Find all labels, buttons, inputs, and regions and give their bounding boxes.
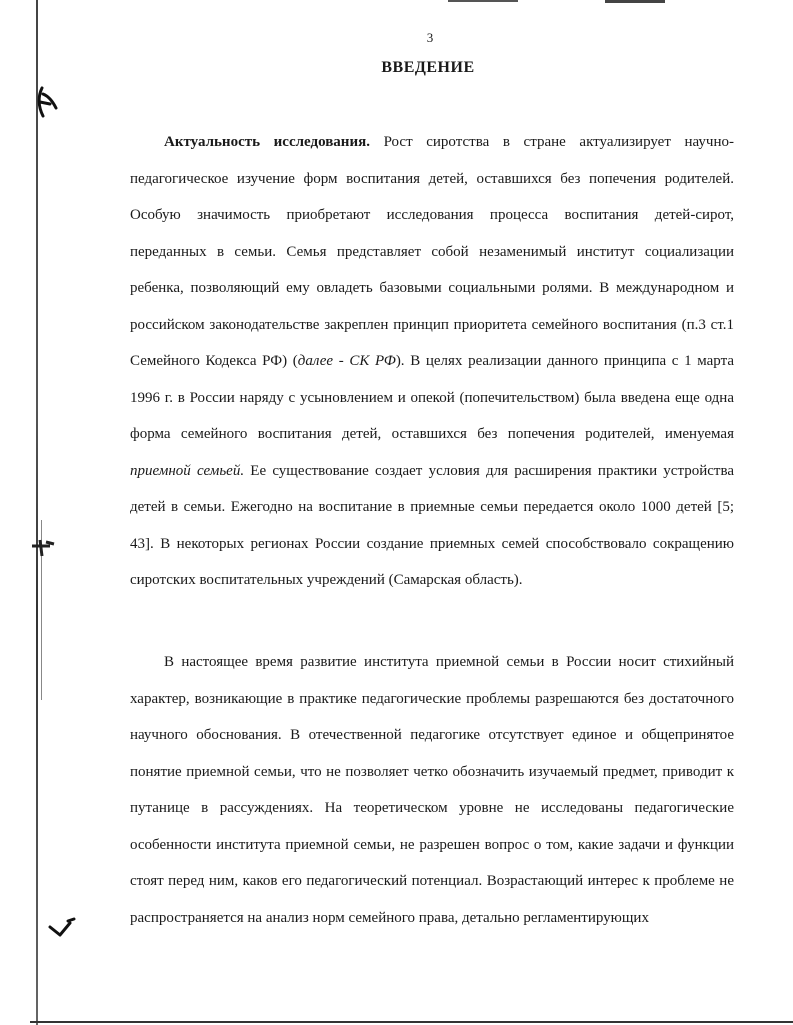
paragraph-current-state [130, 644, 734, 936]
page-number: 3 [426, 30, 434, 45]
binding-hole-mark-icon [34, 82, 64, 132]
paragraph2-text: В настоящее время развитие института приемной семьи в России носит стихийный характер, возникающие в практике педагогические проблемы разрешаются без достаточного научного обоснования. В отечественной педагогике отсутствует единое и общепринятое понятие приемной семьи, что не позволяет четко обозначить изучаемый предмет, приводит к путанице в рассуждениях. На теоретическом уровне не исследованы педагогические особенности института приемной семьи, не разрешен вопрос о том, какие задачи и функции стоят перед ним, каков его педагогический потенциал. Возрастающий интерес к проблеме не распространяется на анализ норм семейного права, детально регламентирующих [130, 654, 734, 926]
scan-margin-line [36, 0, 38, 1025]
paragraph1-italic-abbrev: далее - СК РФ [297, 353, 396, 369]
scan-artifact-mark-icon [30, 532, 64, 562]
scan-artifact-checkmark-icon [48, 915, 78, 939]
relevance-lead: Актуальность исследования. [164, 134, 370, 150]
paragraph1-text-a: Рост сиротства в стране актуализирует научно-педагогическое изучение форм воспитания детей, оставшихся без попечения родителей. Особую значимость приобретают исследования процесса воспитания детей-сирот, переданных в семьи. Семья представляет собой незаменимый институт социализации ребенка, позволяющий ему овладеть базовыми социальными ролями. В международном и российском законодательстве закреплен принцип приоритета семейного воспитания (п.3 ст.1 Семейного Кодекса РФ) ( [130, 134, 735, 369]
paragraph1-text-c: Ее существование создает условия для расширения практики устройства детей в семьи. Ежегодно на воспитание в приемные семьи передается около 1000 детей [5; 43]. В некоторых регионах России создание приемных семей способствовало сокращению сиротских воспитательных учреждений (Самарская область). [130, 462, 734, 588]
paragraph1-text-b: ). В целях реализации данного принципа с 1 марта 1996 г. в России наряду с усыновлением и опекой (попечительством) была введена еще одна форма семейного воспитания детей, оставшихся без попечения родителей, именуемая [130, 353, 734, 442]
paragraph-relevance [130, 124, 734, 599]
section-heading: ВВЕДЕНИЕ [381, 59, 475, 76]
scan-top-mark-secondary [605, 0, 665, 3]
paragraph1-italic-term: приемной семьей. [130, 462, 245, 479]
scan-top-mark [448, 0, 518, 2]
scan-bottom-edge [30, 1021, 793, 1023]
